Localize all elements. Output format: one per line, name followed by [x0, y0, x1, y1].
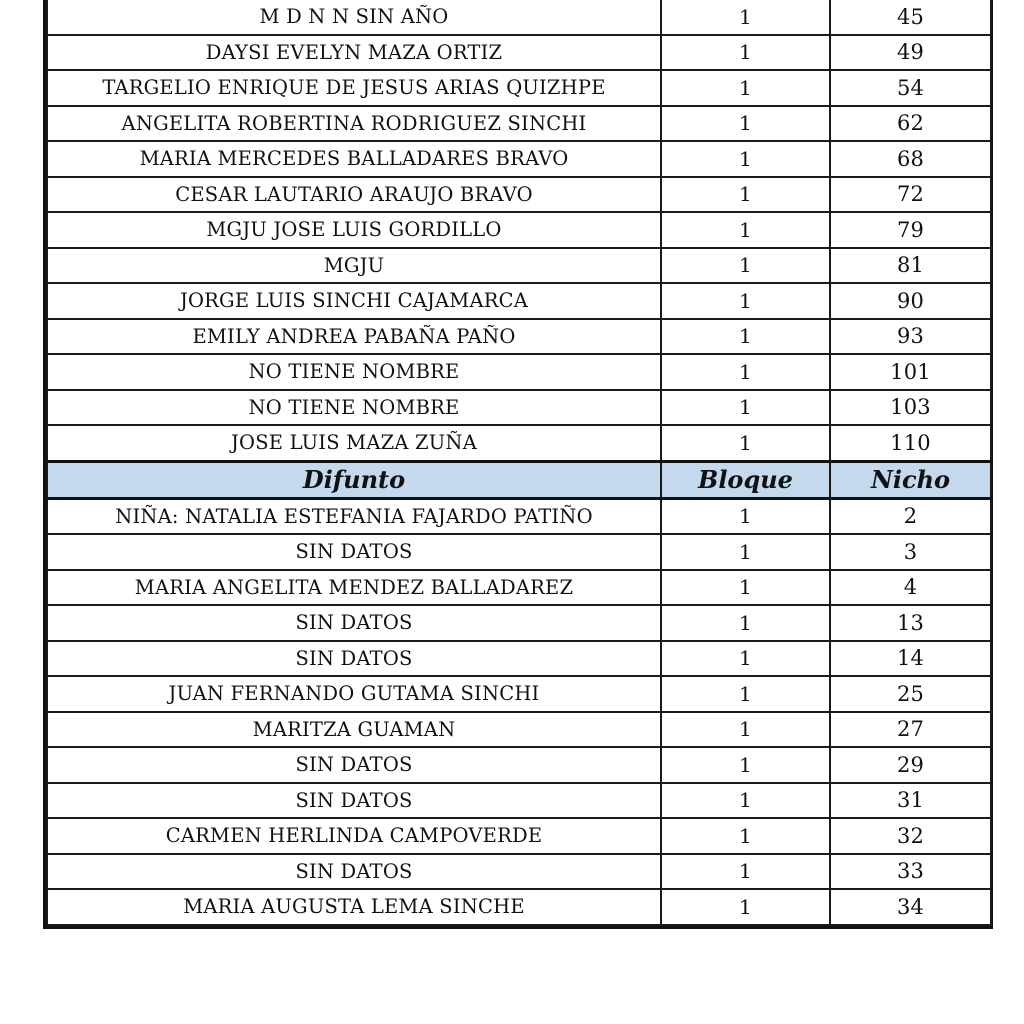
table-row [47, 248, 991, 284]
cell-bloque: 1 [661, 676, 830, 712]
cell-bloque: 1 [661, 390, 830, 426]
cell-nicho: 32 [830, 818, 991, 854]
table-row [47, 35, 991, 71]
table-row [47, 534, 991, 570]
cell-difunto: SIN DATOS [47, 854, 661, 890]
cell-difunto: M D N N SIN AÑO [47, 0, 661, 35]
column-header-bloque: Bloque [661, 461, 830, 498]
cell-difunto: MARIA MERCEDES BALLADARES BRAVO [47, 141, 661, 177]
table-row [47, 641, 991, 677]
cell-difunto: SIN DATOS [47, 605, 661, 641]
cell-nicho: 33 [830, 854, 991, 890]
table-row [47, 141, 991, 177]
column-header-nicho: Nicho [830, 461, 991, 498]
cell-nicho: 54 [830, 70, 991, 106]
cell-bloque: 1 [661, 319, 830, 355]
cell-difunto: NO TIENE NOMBRE [47, 390, 661, 426]
table-row [47, 676, 991, 712]
table-row [47, 570, 991, 606]
burial-table [46, 0, 992, 926]
cell-bloque: 1 [661, 818, 830, 854]
cell-difunto: SIN DATOS [47, 641, 661, 677]
table-row [47, 889, 991, 925]
cell-nicho: 79 [830, 212, 991, 248]
cell-nicho: 2 [830, 498, 991, 534]
cell-bloque: 1 [661, 35, 830, 71]
cell-bloque: 1 [661, 212, 830, 248]
cell-bloque: 1 [661, 0, 830, 35]
cell-difunto: NIÑA: NATALIA ESTEFANIA FAJARDO PATIÑO [47, 498, 661, 534]
cell-difunto: SIN DATOS [47, 747, 661, 783]
cell-difunto: MARIA ANGELITA MENDEZ BALLADAREZ [47, 570, 661, 606]
cell-nicho: 110 [830, 425, 991, 461]
table-row [47, 818, 991, 854]
cell-nicho: 31 [830, 783, 991, 819]
table-row [47, 319, 991, 355]
table-row [47, 747, 991, 783]
cell-difunto: DAYSI EVELYN MAZA ORTIZ [47, 35, 661, 71]
cemetery-record-sheet [43, 0, 993, 929]
cell-difunto: JORGE LUIS SINCHI CAJAMARCA [47, 283, 661, 319]
table-header-row [47, 461, 991, 498]
cell-difunto: TARGELIO ENRIQUE DE JESUS ARIAS QUIZHPE [47, 70, 661, 106]
cell-bloque: 1 [661, 783, 830, 819]
table-row [47, 70, 991, 106]
cell-bloque: 1 [661, 248, 830, 284]
table-row [47, 212, 991, 248]
cell-nicho: 101 [830, 354, 991, 390]
cell-difunto: MGJU JOSE LUIS GORDILLO [47, 212, 661, 248]
cell-bloque: 1 [661, 106, 830, 142]
cell-bloque: 1 [661, 641, 830, 677]
cell-difunto: SIN DATOS [47, 783, 661, 819]
cell-bloque: 1 [661, 177, 830, 213]
cell-nicho: 62 [830, 106, 991, 142]
table-row [47, 354, 991, 390]
cell-nicho: 68 [830, 141, 991, 177]
cell-nicho: 93 [830, 319, 991, 355]
cell-nicho: 4 [830, 570, 991, 606]
cell-bloque: 1 [661, 283, 830, 319]
table-row [47, 390, 991, 426]
cell-bloque: 1 [661, 141, 830, 177]
table-row [47, 498, 991, 534]
cell-bloque: 1 [661, 534, 830, 570]
table-header-section [47, 461, 991, 498]
cell-bloque: 1 [661, 425, 830, 461]
cell-difunto: MARITZA GUAMAN [47, 712, 661, 748]
cell-nicho: 81 [830, 248, 991, 284]
table-row [47, 712, 991, 748]
cell-bloque: 1 [661, 712, 830, 748]
cell-nicho: 13 [830, 605, 991, 641]
cell-difunto: CESAR LAUTARIO ARAUJO BRAVO [47, 177, 661, 213]
cell-nicho: 25 [830, 676, 991, 712]
cell-difunto: JUAN FERNANDO GUTAMA SINCHI [47, 676, 661, 712]
cell-nicho: 49 [830, 35, 991, 71]
cell-nicho: 3 [830, 534, 991, 570]
cell-difunto: SIN DATOS [47, 534, 661, 570]
table-row [47, 783, 991, 819]
cell-nicho: 90 [830, 283, 991, 319]
cell-bloque: 1 [661, 70, 830, 106]
cell-bloque: 1 [661, 889, 830, 925]
cell-nicho: 27 [830, 712, 991, 748]
table-row [47, 177, 991, 213]
table-row [47, 106, 991, 142]
cell-nicho: 72 [830, 177, 991, 213]
table-row [47, 605, 991, 641]
cell-nicho: 34 [830, 889, 991, 925]
column-header-difunto: Difunto [47, 461, 661, 498]
cell-difunto: ANGELITA ROBERTINA RODRIGUEZ SINCHI [47, 106, 661, 142]
cell-bloque: 1 [661, 605, 830, 641]
table-row [47, 425, 991, 461]
cell-nicho: 103 [830, 390, 991, 426]
cell-nicho: 29 [830, 747, 991, 783]
cell-nicho: 14 [830, 641, 991, 677]
cell-bloque: 1 [661, 570, 830, 606]
cell-difunto: EMILY ANDREA PABAÑA PAÑO [47, 319, 661, 355]
cell-nicho: 45 [830, 0, 991, 35]
cell-bloque: 1 [661, 354, 830, 390]
table-section-1 [47, 0, 991, 461]
cell-difunto: NO TIENE NOMBRE [47, 354, 661, 390]
cell-bloque: 1 [661, 747, 830, 783]
cell-bloque: 1 [661, 854, 830, 890]
table-row [47, 854, 991, 890]
cell-difunto: MARIA AUGUSTA LEMA SINCHE [47, 889, 661, 925]
table-row [47, 283, 991, 319]
cell-difunto: CARMEN HERLINDA CAMPOVERDE [47, 818, 661, 854]
table-row [47, 0, 991, 35]
cell-difunto: MGJU [47, 248, 661, 284]
table-section-2 [47, 498, 991, 925]
cell-difunto: JOSE LUIS MAZA ZUÑA [47, 425, 661, 461]
cell-bloque: 1 [661, 498, 830, 534]
